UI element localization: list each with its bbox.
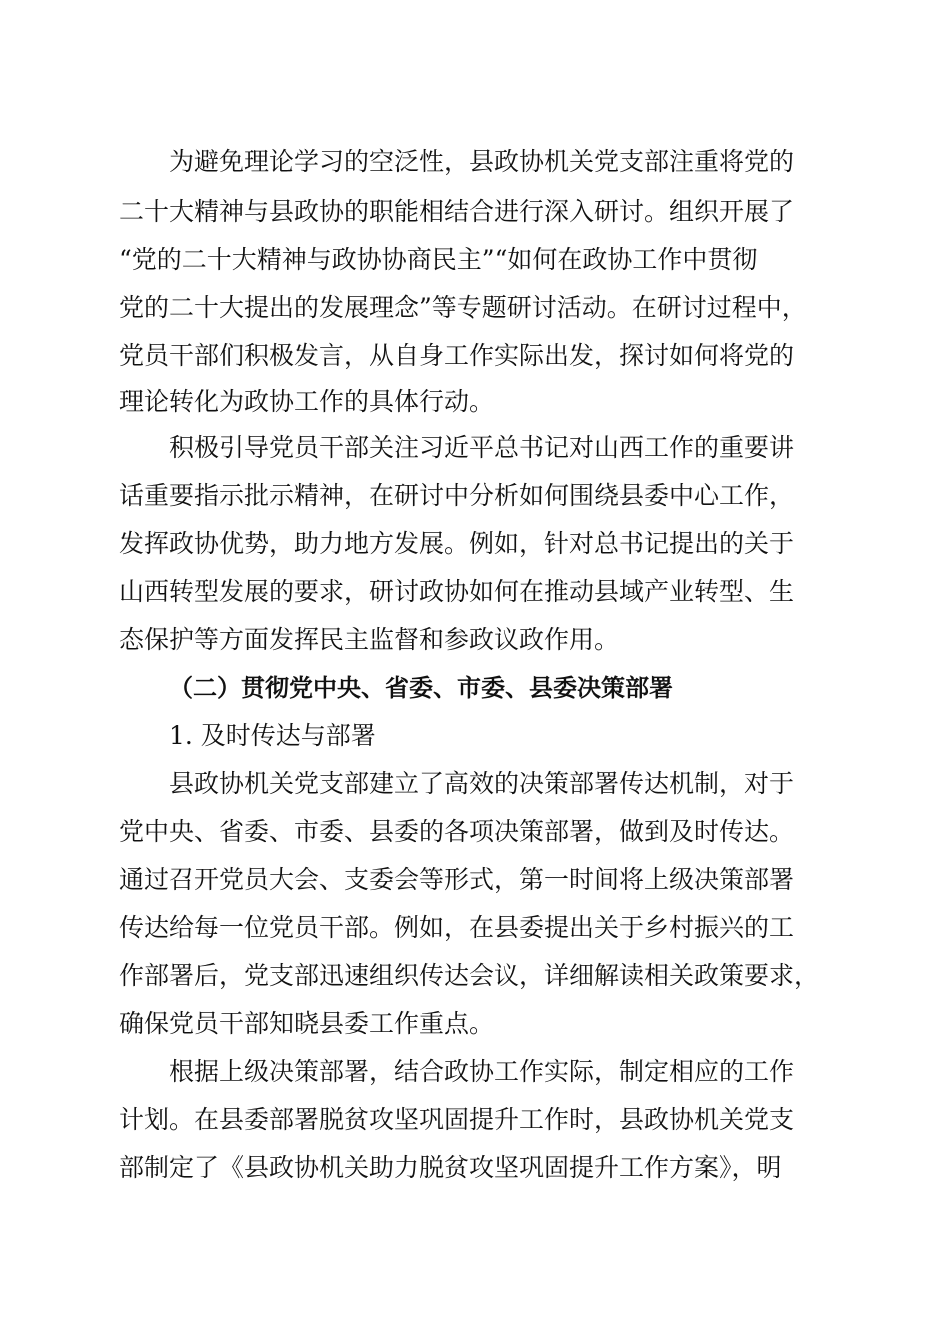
paragraph-1-line-4: 党的二十大提出的发展理念”等专题研讨活动。在研讨过程中， [119, 293, 807, 322]
paragraph-2-line-3: 发挥政协优势，助力地方发展。例如，针对总书记提出的关于 [119, 529, 795, 558]
paragraph-3-line-2: 党中央、省委、市委、县委的各项决策部署，做到及时传达。 [119, 817, 795, 846]
subsection-heading: 1. 及时传达与部署 [169, 721, 376, 750]
paragraph-2-line-2: 话重要指示批示精神，在研讨中分析如何围绕县委中心工作， [119, 481, 795, 510]
paragraph-3-line-5: 作部署后，党支部迅速组织传达会议，详细解读相关政策要求， [119, 961, 820, 990]
paragraph-3-line-6: 确保党员干部知晓县委工作重点。 [119, 1009, 495, 1038]
paragraph-1-line-2: 二十大精神与县政协的职能相结合进行深入研讨。组织开展了 [119, 197, 795, 226]
paragraph-1-line-3: “党的二十大精神与政协协商民主”“如何在政协工作中贯彻 [119, 245, 758, 274]
paragraph-2-line-1: 积极引导党员干部关注习近平总书记对山西工作的重要讲 [169, 433, 795, 462]
paragraph-4-line-3: 部制定了《县政协机关助力脱贫攻坚巩固提升工作方案》，明 [119, 1153, 782, 1182]
paragraph-3-line-1: 县政协机关党支部建立了高效的决策部署传达机制，对于 [169, 769, 795, 798]
paragraph-1-line-1: 为避免理论学习的空泛性，县政协机关党支部注重将党的 [169, 147, 795, 176]
paragraph-2-line-5: 态保护等方面发挥民主监督和参政议政作用。 [119, 625, 620, 654]
paragraph-2-line-4: 山西转型发展的要求，研讨政协如何在推动县域产业转型、生 [119, 577, 795, 606]
paragraph-1-line-5: 党员干部们积极发言，从自身工作实际出发，探讨如何将党的 [119, 341, 795, 370]
paragraph-4-line-1: 根据上级决策部署，结合政协工作实际，制定相应的工作 [169, 1057, 795, 1086]
paragraph-3-line-4: 传达给每一位党员干部。例如，在县委提出关于乡村振兴的工 [119, 913, 795, 942]
section-heading: （二）贯彻党中央、省委、市委、县委决策部署 [169, 673, 673, 702]
paragraph-4-line-2: 计划。在县委部署脱贫攻坚巩固提升工作时，县政协机关党支 [119, 1105, 795, 1134]
paragraph-3-line-3: 通过召开党员大会、支委会等形式，第一时间将上级决策部署 [119, 865, 795, 894]
paragraph-1-line-6: 理论转化为政协工作的具体行动。 [119, 387, 495, 416]
